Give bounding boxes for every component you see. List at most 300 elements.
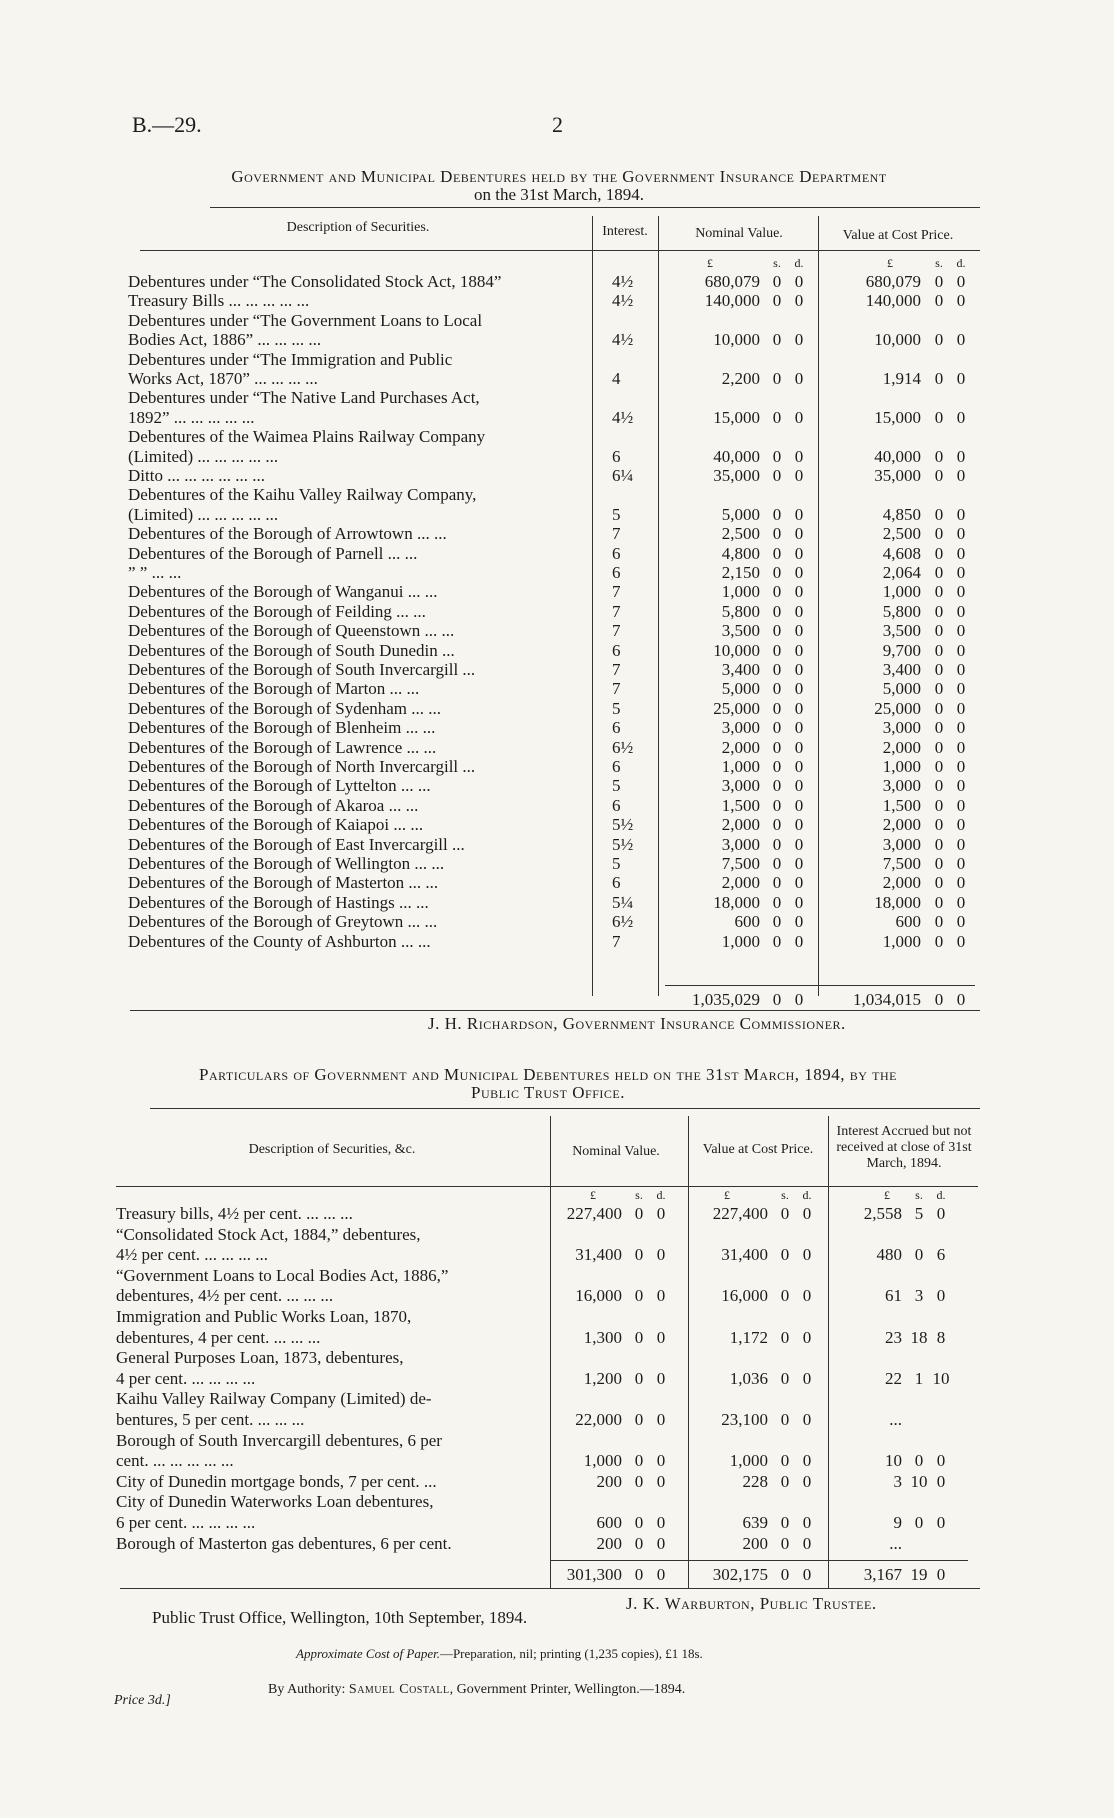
row-cost-sd: 0 0 (780, 1533, 812, 1553)
table2-row (0, 1451, 1000, 1470)
table1-row (0, 505, 1000, 524)
row-description: Borough of South Invercargill debentures, 6 per (116, 1430, 442, 1450)
row-cost-sd: 0 0 (780, 1471, 812, 1491)
row-cost: 228 (742, 1471, 768, 1491)
row-cost-sd: 0 0 (934, 660, 966, 679)
row-nominal-sd (766, 427, 814, 446)
row-cost: 3,000 (882, 776, 921, 796)
table1-header-rule (140, 250, 980, 251)
table1-col-cost: Value at Cost Price. (842, 228, 954, 243)
table2-col-description: Description of Securities, &c. (248, 1142, 416, 1157)
table1-row (0, 873, 1000, 892)
row-nominal: 2,000 (721, 815, 760, 835)
table1-row (0, 447, 1000, 466)
table2-row (0, 1245, 1000, 1264)
row-interest: 6 (612, 718, 621, 738)
row-interest-sd (908, 1389, 968, 1408)
row-nominal-sd (628, 1266, 672, 1285)
row-cost-sd: 0 0 (934, 892, 966, 912)
row-nominal: 200 (596, 1471, 622, 1491)
row-nominal: 1,000 (721, 931, 760, 951)
row-cost-sd: 0 0 (934, 640, 966, 660)
row-nominal-sd: 0 0 (772, 291, 804, 311)
row-description: bentures, 5 per cent. ... ... ... (116, 1410, 305, 1429)
row-interest-accrued: ... (889, 1533, 902, 1553)
row-description: debentures, 4 per cent. ... ... ... (116, 1327, 321, 1347)
row-nominal-sd: 0 0 (772, 718, 804, 738)
row-nominal-sd: 0 0 (772, 407, 804, 427)
row-interest: 6 (612, 873, 621, 893)
row-cost: 10,000 (874, 330, 921, 350)
row-nominal-sd: 0 0 (772, 737, 804, 757)
row-cost: 639 (742, 1513, 768, 1532)
row-nominal: 1,500 (721, 795, 760, 815)
table1-row (0, 660, 1000, 679)
row-cost-sd: 0 0 (780, 1368, 812, 1388)
row-interest-sd (908, 1348, 968, 1367)
row-description: 4 per cent. ... ... ... ... (116, 1368, 256, 1388)
row-description: 1892” ... ... ... ... ... (128, 407, 255, 427)
row-interest-sd: 3 0 (914, 1286, 946, 1306)
row-nominal: 35,000 (713, 466, 760, 485)
row-cost-sd: 0 0 (934, 504, 966, 524)
row-interest-sd: 5 0 (914, 1204, 946, 1223)
row-nominal: 25,000 (713, 698, 760, 718)
row-cost: 200 (742, 1533, 768, 1553)
row-interest: 5¼ (612, 892, 634, 912)
row-nominal-sd (766, 485, 814, 504)
row-cost: 3,000 (882, 718, 921, 738)
printer-authority: By Authority: Samuel Costall, Government Printer, Wellington.—1894. (268, 1682, 686, 1697)
table1-row (0, 524, 1000, 543)
table1-row (0, 776, 1000, 795)
row-description: (Limited) ... ... ... ... ... (128, 446, 279, 466)
row-interest: 5½ (612, 815, 634, 835)
row-nominal-sd: 0 0 (772, 504, 804, 524)
row-cost: 600 (895, 912, 921, 932)
row-nominal-sd: 0 0 (634, 1451, 666, 1471)
row-nominal-sd: 0 0 (772, 854, 804, 873)
row-cost-sd: 0 0 (934, 795, 966, 815)
table1-total-nominal: 1,035,029 (692, 990, 760, 1009)
table2-total-interest: 3,167 (863, 1565, 902, 1584)
row-description: Debentures of the Borough of Blenheim ... ... (128, 718, 436, 738)
table2-row (0, 1369, 1000, 1388)
row-interest: 5 (612, 854, 621, 873)
row-description: Debentures of the Borough of Queenstown ... ... (128, 621, 455, 641)
row-cost-sd: 0 0 (934, 272, 966, 291)
table1-row (0, 291, 1000, 310)
row-nominal-sd: 0 0 (634, 1410, 666, 1429)
table1-row (0, 350, 1000, 369)
row-nominal-sd: 0 0 (634, 1533, 666, 1553)
page-number: 2 (552, 112, 563, 137)
row-cost: 140,000 (865, 291, 921, 311)
row-interest: 7 (612, 660, 621, 679)
row-nominal: 10,000 (713, 640, 760, 660)
row-cost-sd (928, 388, 980, 407)
row-description: Debentures of the Borough of Greytown ... ... (128, 912, 438, 932)
table2-total-nominal: 301,300 (566, 1565, 622, 1584)
table1-signature: J. H. Richardson, Government Insurance Commissioner. (428, 1014, 846, 1033)
table1-row (0, 854, 1000, 873)
table1-row (0, 738, 1000, 757)
table1-title: Government and Municipal Debentures held by the Government Insurance Department (231, 167, 887, 186)
table2-row (0, 1266, 1000, 1285)
row-nominal: 1,200 (583, 1368, 622, 1388)
row-interest: 7 (612, 582, 621, 602)
row-interest: 6 (612, 795, 621, 815)
table1-row (0, 466, 1000, 485)
row-description: Ditto ... ... ... ... ... ... (128, 466, 265, 485)
row-cost-sd: 0 0 (934, 446, 966, 466)
row-nominal-sd (628, 1225, 672, 1244)
row-description: (Limited) ... ... ... ... ... (128, 504, 279, 524)
row-cost-sd: 0 0 (934, 912, 966, 932)
row-interest: 5 (612, 698, 621, 718)
row-interest: 4½ (612, 407, 634, 427)
table1-row (0, 912, 1000, 931)
row-description: Debentures of the Borough of Akaroa ... ... (128, 795, 419, 815)
row-description: Debentures of the Borough of Lawrence ... ... (128, 737, 437, 757)
row-cost: 3,500 (882, 621, 921, 641)
row-description: Debentures of the Borough of East Invercargill ... (128, 834, 465, 854)
row-nominal-sd: 0 0 (772, 543, 804, 563)
row-cost-sd: 0 0 (780, 1327, 812, 1347)
row-interest-accrued: 480 (876, 1245, 902, 1265)
table1-row (0, 679, 1000, 698)
table2-title: Particulars of Government and Municipal Debentures held on the 31st March, 1894, by the (199, 1065, 897, 1084)
row-nominal: 600 (596, 1513, 622, 1532)
row-description: General Purposes Loan, 1873, debentures, (116, 1348, 404, 1368)
row-description: Debentures of the Borough of Wanganui ... ... (128, 582, 438, 602)
row-cost-sd: 0 0 (934, 679, 966, 699)
table2-row (0, 1348, 1000, 1367)
row-cost: 9,700 (882, 640, 921, 660)
row-interest-sd (908, 1225, 968, 1244)
row-cost-sd (774, 1492, 818, 1511)
table1-row (0, 932, 1000, 951)
row-cost: 2,000 (882, 873, 921, 893)
table2-col-nominal: Nominal Value. (572, 1144, 660, 1159)
row-nominal-sd: 0 0 (772, 660, 804, 679)
row-interest: 6 (612, 446, 621, 466)
row-nominal-sd: 0 0 (772, 466, 804, 485)
row-cost-sd: 0 0 (780, 1451, 812, 1471)
row-interest: 4½ (612, 330, 634, 350)
row-interest: 6½ (612, 737, 634, 757)
row-interest: 7 (612, 621, 621, 641)
row-nominal: 2,000 (721, 737, 760, 757)
row-cost: 3,400 (882, 660, 921, 679)
row-cost-sd: 0 0 (934, 524, 966, 544)
row-description: Debentures of the Waimea Plains Railway Company (128, 427, 486, 447)
row-nominal-sd: 0 0 (772, 795, 804, 815)
row-cost-sd: 0 0 (934, 834, 966, 854)
row-cost-sd (928, 485, 980, 504)
row-cost-sd: 0 0 (934, 698, 966, 718)
row-nominal-sd: 0 0 (772, 776, 804, 796)
row-cost-sd: 0 0 (780, 1286, 812, 1306)
table1-total-cost: 1,034,015 (853, 990, 921, 1009)
row-cost-sd: 0 0 (780, 1204, 812, 1223)
row-description: Debentures under “The Government Loans to Local (128, 310, 483, 330)
row-nominal: 18,000 (713, 892, 760, 912)
row-nominal-sd: 0 0 (772, 563, 804, 582)
table1-row (0, 563, 1000, 582)
row-description: City of Dunedin mortgage bonds, 7 per cent. ... (116, 1471, 437, 1491)
row-cost-sd (774, 1389, 818, 1408)
row-cost-sd: 0 0 (934, 582, 966, 602)
row-cost: 40,000 (874, 446, 921, 466)
row-description: Debentures of the Borough of Kaiapoi ... ... (128, 815, 424, 835)
row-nominal-sd: 0 0 (772, 892, 804, 912)
row-description: ” ” ... ... (128, 563, 182, 582)
row-cost-sd: 0 0 (934, 601, 966, 621)
row-description: Debentures of the Borough of Sydenham ... ... (128, 698, 442, 718)
table1-row (0, 641, 1000, 660)
row-nominal-sd: 0 0 (772, 834, 804, 854)
row-cost: 2,000 (882, 815, 921, 835)
row-nominal: 3,000 (721, 718, 760, 738)
row-cost-sd (928, 350, 980, 369)
row-description: “Government Loans to Local Bodies Act, 1886,” (116, 1265, 449, 1285)
row-cost: 5,800 (882, 601, 921, 621)
row-nominal-sd (766, 350, 814, 369)
row-nominal: 5,000 (721, 504, 760, 524)
table1-row (0, 757, 1000, 776)
row-nominal: 1,300 (583, 1327, 622, 1347)
table1-row (0, 330, 1000, 349)
row-nominal-sd: 0 0 (772, 757, 804, 776)
table1-title-date: on the 31st March, 1894. (474, 185, 644, 204)
row-cost-sd: 0 0 (780, 1513, 812, 1532)
row-nominal: 2,000 (721, 873, 760, 893)
table2-header-rule (116, 1186, 978, 1187)
row-cost: 227,400 (712, 1204, 768, 1223)
row-cost-sd: 0 0 (934, 407, 966, 427)
row-interest-sd: 0 6 (914, 1245, 946, 1265)
row-interest-sd (908, 1307, 968, 1326)
row-interest: 7 (612, 679, 621, 699)
row-description: City of Dunedin Waterworks Loan debentures, (116, 1492, 434, 1512)
row-description: Debentures of the Borough of Hastings ... ... (128, 892, 429, 912)
row-interest: 7 (612, 524, 621, 544)
table2-total-cost: 302,175 (712, 1565, 768, 1584)
row-nominal-sd (628, 1431, 672, 1450)
row-cost-sd: 0 0 (934, 854, 966, 873)
row-nominal: 10,000 (713, 330, 760, 350)
row-description: Borough of Masterton gas debentures, 6 per cent. (116, 1533, 452, 1553)
row-interest-sd: 0 0 (914, 1451, 946, 1471)
row-interest-accrued: 23 (885, 1327, 902, 1347)
row-cost: 2,000 (882, 737, 921, 757)
row-nominal-sd: 0 0 (772, 582, 804, 602)
table1-col-interest: Interest. (602, 224, 648, 239)
table2-unit-row: £ s. d. £ s. d. £ s. d. (590, 1188, 946, 1202)
row-nominal-sd: 0 0 (772, 931, 804, 951)
row-nominal-sd: 0 0 (634, 1327, 666, 1347)
row-interest-sd (908, 1492, 968, 1511)
row-nominal-sd (766, 311, 814, 330)
row-description: Debentures of the Borough of Arrowtown ... ... (128, 524, 447, 544)
row-nominal: 5,000 (721, 679, 760, 699)
row-cost: 1,000 (882, 582, 921, 602)
row-cost: 1,000 (729, 1451, 768, 1471)
row-nominal: 2,200 (721, 369, 760, 388)
table1-row (0, 272, 1000, 291)
row-cost-sd: 0 0 (934, 563, 966, 582)
row-nominal-sd (628, 1389, 672, 1408)
table1-row (0, 544, 1000, 563)
table1-unit-row: £ s. d. £ s. d. (707, 256, 966, 270)
table1-col-description: Description of Securities. (286, 220, 430, 235)
row-description: Debentures of the Borough of Feilding ... ... (128, 601, 426, 621)
table2-title-office: Public Trust Office. (471, 1083, 625, 1102)
row-description: Kaihu Valley Railway Company (Limited) de- (116, 1389, 432, 1409)
row-cost: 2,064 (882, 563, 921, 582)
row-interest-sd (908, 1534, 968, 1553)
row-cost: 16,000 (721, 1286, 768, 1306)
row-interest-sd (908, 1431, 968, 1450)
row-description: Bodies Act, 1886” ... ... ... ... (128, 330, 322, 350)
row-nominal: 15,000 (713, 407, 760, 427)
row-cost-sd: 0 0 (934, 291, 966, 311)
row-cost: 4,608 (882, 543, 921, 563)
row-interest: 6 (612, 543, 621, 563)
row-nominal: 22,000 (575, 1410, 622, 1429)
row-description: Debentures of the Borough of Marton ... ... (128, 679, 420, 699)
table2-col-cost: Value at Cost Price. (702, 1142, 814, 1157)
row-nominal: 1,000 (721, 757, 760, 776)
row-nominal-sd: 0 0 (634, 1513, 666, 1532)
row-nominal-sd: 0 0 (634, 1245, 666, 1265)
row-cost: 1,000 (882, 757, 921, 776)
row-cost: 1,172 (729, 1327, 768, 1347)
table2-row (0, 1492, 1000, 1511)
table2-row (0, 1513, 1000, 1532)
row-nominal-sd (766, 388, 814, 407)
row-nominal: 1,000 (721, 582, 760, 602)
table1-row (0, 485, 1000, 504)
row-interest-sd: 1 10 (914, 1368, 950, 1388)
row-cost-sd: 0 0 (934, 757, 966, 776)
row-cost: 31,400 (721, 1245, 768, 1265)
row-interest-sd (908, 1266, 968, 1285)
row-nominal: 3,500 (721, 621, 760, 641)
table2-row (0, 1410, 1000, 1429)
row-interest: 4 (612, 369, 621, 388)
row-cost-sd (928, 427, 980, 446)
price-note: Price 3d.] (114, 1693, 171, 1708)
row-interest: 7 (612, 931, 621, 951)
row-cost-sd: 0 0 (934, 873, 966, 893)
table2-row (0, 1286, 1000, 1305)
row-interest-accrued: 2,558 (863, 1204, 902, 1223)
table1-row (0, 699, 1000, 718)
row-cost: 1,000 (882, 931, 921, 951)
row-cost-sd (774, 1348, 818, 1367)
row-interest: 5 (612, 776, 621, 796)
row-description: Debentures under “The Native Land Purchases Act, (128, 388, 480, 408)
document-reference: B.—29. (132, 112, 202, 137)
row-nominal-sd: 0 0 (772, 446, 804, 466)
table1-row (0, 311, 1000, 330)
table2-row (0, 1204, 1000, 1223)
row-cost: 35,000 (874, 466, 921, 485)
row-cost-sd: 0 0 (934, 330, 966, 350)
row-interest-sd: 0 0 (914, 1513, 946, 1532)
table1-row (0, 718, 1000, 737)
row-nominal: 3,400 (721, 660, 760, 679)
row-description: 4½ per cent. ... ... ... ... (116, 1245, 269, 1265)
table1-row (0, 582, 1000, 601)
row-cost: 1,914 (882, 369, 921, 388)
table2-row (0, 1328, 1000, 1347)
table2-row (0, 1389, 1000, 1408)
table2-row (0, 1472, 1000, 1491)
row-description: Debentures of the Borough of South Dunedin ... (128, 640, 455, 660)
row-cost-sd: 0 0 (934, 466, 966, 485)
row-nominal-sd: 0 0 (772, 524, 804, 544)
table1-row (0, 815, 1000, 834)
row-interest-accrued: 9 (893, 1513, 902, 1532)
table2-row (0, 1225, 1000, 1244)
table1-total-row: 1,035,029 0 0 1,034,015 0 0 (0, 990, 1000, 1009)
row-nominal-sd: 0 0 (772, 272, 804, 291)
row-description: Immigration and Public Works Loan, 1870, (116, 1307, 412, 1326)
table2-signature: J. K. Warburton, Public Trustee. (626, 1594, 877, 1613)
row-nominal-sd: 0 0 (634, 1368, 666, 1388)
row-description: Debentures of the Borough of Lyttelton ... ... (128, 776, 431, 796)
row-cost: 680,079 (865, 272, 921, 291)
row-cost: 5,000 (882, 679, 921, 699)
table2-col-interest: Interest Accrued but not received at close of 31st March, 1894. (836, 1124, 972, 1171)
row-cost: 4,850 (882, 504, 921, 524)
row-cost-sd: 0 0 (934, 776, 966, 796)
row-cost-sd (774, 1431, 818, 1450)
row-cost: 18,000 (874, 892, 921, 912)
row-nominal-sd: 0 0 (772, 640, 804, 660)
row-nominal: 1,000 (583, 1451, 622, 1471)
table2-top-rule (150, 1108, 980, 1109)
row-nominal-sd: 0 0 (772, 601, 804, 621)
row-description: Treasury Bills ... ... ... ... ... (128, 291, 310, 311)
row-cost: 15,000 (874, 407, 921, 427)
row-interest: 7 (612, 601, 621, 621)
row-cost: 1,036 (729, 1368, 768, 1388)
row-cost-sd (928, 311, 980, 330)
row-nominal: 2,150 (721, 563, 760, 582)
row-interest: 5½ (612, 834, 634, 854)
row-interest-sd: 10 0 (910, 1471, 946, 1491)
row-nominal-sd: 0 0 (772, 815, 804, 835)
row-nominal-sd: 0 0 (634, 1204, 666, 1223)
table2-row (0, 1534, 1000, 1553)
row-cost: 1,500 (882, 795, 921, 815)
row-cost-sd: 0 0 (934, 369, 966, 388)
table2-total-rule (550, 1560, 968, 1561)
row-nominal-sd: 0 0 (772, 621, 804, 641)
row-interest-accrued: 22 (885, 1368, 902, 1388)
row-interest: 4½ (612, 272, 634, 291)
row-description: Treasury bills, 4½ per cent. ... ... ... (116, 1204, 353, 1223)
row-nominal-sd: 0 0 (772, 698, 804, 718)
row-description: Debentures of the Kaihu Valley Railway Company, (128, 485, 477, 505)
row-interest-sd: 18 8 (910, 1327, 946, 1347)
row-cost-sd (774, 1307, 818, 1326)
table1-row (0, 388, 1000, 407)
